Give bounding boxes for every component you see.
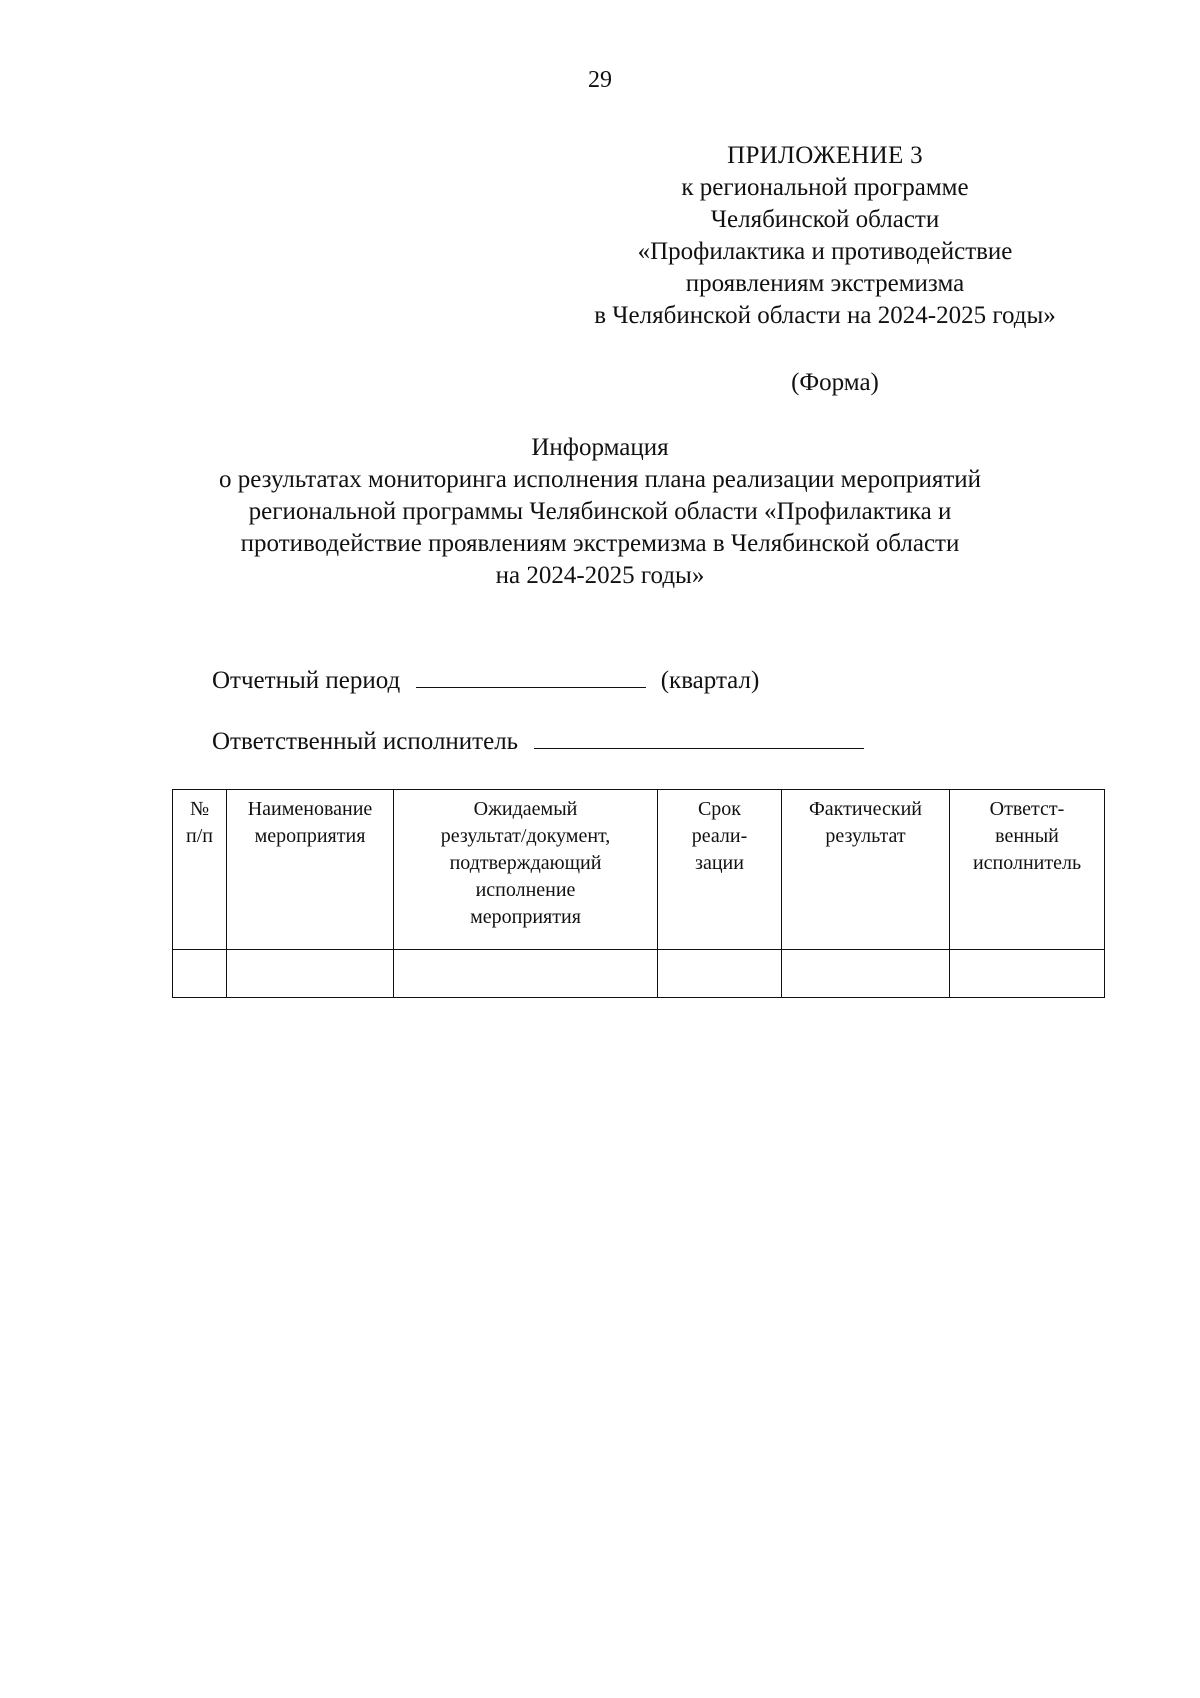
- appendix-line: к региональной программе: [681, 174, 969, 201]
- form-label: (Форма): [791, 369, 879, 396]
- table-cell[interactable]: [173, 950, 227, 998]
- title-heading: Информация: [531, 434, 669, 461]
- title-line: противодействие проявлениям экстремизма в Челябинской области: [240, 530, 960, 557]
- responsible-executor-label: Ответственный исполнитель: [212, 728, 519, 755]
- appendix-line: «Профилактика и противодействие: [637, 238, 1013, 265]
- appendix-heading: ПРИЛОЖЕНИЕ 3: [727, 142, 923, 169]
- appendix-line: проявлениям экстремизма: [685, 270, 965, 297]
- responsible-executor-blank[interactable]: [534, 726, 864, 749]
- table-cell[interactable]: [658, 950, 782, 998]
- header-event-name: Наименование мероприятия: [227, 790, 394, 950]
- header-responsible-executor: Ответст- венный исполнитель: [950, 790, 1105, 950]
- table-cell[interactable]: [782, 950, 950, 998]
- reporting-period-suffix: (квартал): [660, 667, 760, 694]
- table-cell[interactable]: [950, 950, 1105, 998]
- reporting-period-field: [212, 665, 759, 696]
- header-deadline: Срок реали- зации: [658, 790, 782, 950]
- reporting-period-label: Отчетный период: [212, 667, 401, 694]
- header-actual-result: Фактический результат: [782, 790, 950, 950]
- reporting-period-blank[interactable]: [416, 665, 646, 688]
- header-number: № п/п: [173, 790, 227, 950]
- appendix-line: Челябинской области: [710, 206, 940, 233]
- table-row: [173, 950, 1105, 998]
- page-number: 29: [588, 67, 612, 93]
- appendix-block: [560, 140, 1090, 332]
- document-title: [170, 432, 1030, 592]
- title-line: на 2024-2025 годы»: [495, 562, 705, 589]
- appendix-line: в Челябинской области на 2024-2025 годы»: [594, 302, 1056, 329]
- responsible-executor-field: [212, 726, 872, 757]
- title-line: региональной программы Челябинской области «Профилактика и: [248, 498, 952, 525]
- table-cell[interactable]: [227, 950, 394, 998]
- title-line: о результатах мониторинга исполнения плана реализации мероприятий: [218, 466, 982, 493]
- monitoring-table: [172, 789, 1105, 998]
- header-expected-result: Ожидаемый результат/документ, подтверждающий исполнение мероприятия: [394, 790, 658, 950]
- table-cell[interactable]: [394, 950, 658, 998]
- table-header-row: [173, 790, 1105, 950]
